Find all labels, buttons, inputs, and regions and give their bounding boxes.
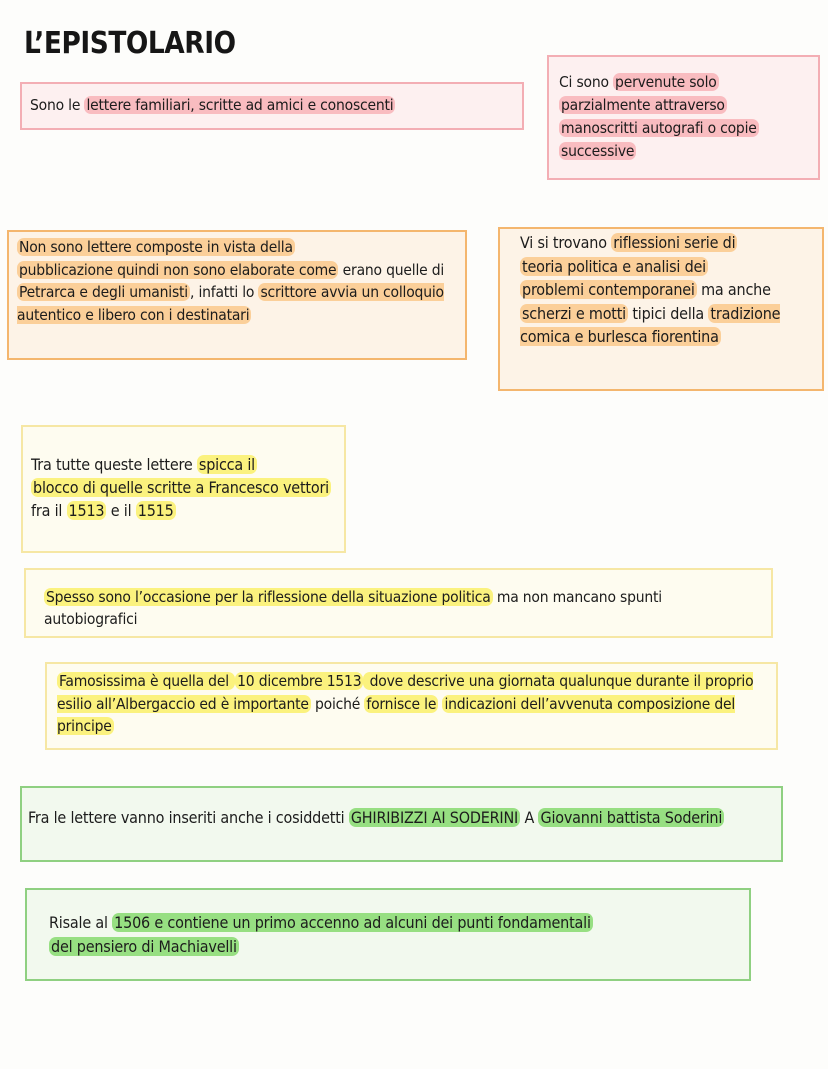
highlight: Famosissima è quella del	[59, 672, 234, 690]
highlight: parzialmente attraverso	[561, 96, 725, 114]
highlight: GHIRIBIZZI AI SODERINI	[350, 808, 519, 827]
highlight: pubblicazione quindi non sono elaborate come	[19, 260, 337, 279]
note-box-10-dicembre	[45, 662, 778, 750]
note-text: Risale al 1506 e contiene un primo accenno ad alcuni dei punti fondamentali del pensiero di Machiavelli	[49, 913, 591, 956]
highlight: indicazioni dell’avvenuta composizione del principe	[57, 694, 736, 735]
highlight: dove descrive una giornata qualunque durante il proprio esilio all’Albergaccio ed è importante	[57, 672, 754, 713]
highlight: riflessioni serie di	[613, 233, 736, 252]
note-box-ghiribizzi	[20, 786, 783, 862]
highlight: teoria politica e analisi dei	[522, 256, 706, 276]
highlight: del pensiero di Machiavelli	[51, 937, 237, 956]
note-box-occasione	[24, 568, 773, 638]
highlight: lettere familiari, scritte ad amici e conoscenti	[86, 96, 394, 114]
note-box-manoscritti	[547, 55, 820, 180]
page-title: L’EPISTOLARIO	[24, 26, 236, 61]
note-text: Ci sono pervenute solo parzialmente attraverso manoscritti autografi o copie successive	[559, 73, 757, 160]
note-text: Sono le lettere familiari, scritte ad amici e conoscenti	[30, 96, 394, 114]
highlight: Petrarca e degli umanisti	[19, 283, 188, 301]
highlight: scrittore avvia un colloquio autentico e libero con i destinatari	[17, 283, 444, 324]
highlight: pervenute solo	[615, 73, 717, 91]
highlight: tradizione comica e burlesca fiorentina	[520, 303, 781, 346]
highlight: 1515	[137, 501, 174, 520]
highlight: 1513	[68, 501, 105, 520]
highlight: problemi contemporanei	[522, 280, 695, 299]
highlight: manoscritti autografi o copie	[561, 119, 757, 137]
note-box-1506	[25, 888, 751, 981]
highlight: Spesso sono l’occasione per la riflessione della situazione politica	[46, 588, 491, 606]
highlight: 1506 e contiene un primo accenno ad alcuni dei punti fondamentali	[114, 913, 591, 932]
highlight: Non sono lettere composte in vista della	[19, 238, 293, 256]
note-text: Non sono lettere composte in vista della pubblicazione quindi non sono elaborate come erano quelle di Petrarca e degli umanisti , infatti lo scrittore avvia un colloquio autentico e libero con i destinatari	[17, 238, 445, 324]
highlight: 10 dicembre 1513	[237, 672, 362, 690]
note-box-lettere-familiari	[20, 82, 524, 130]
note-text: Tra tutte queste lettere spicca il blocco di quelle scritte a Francesco vettori fra il 1513 e il 1515	[31, 455, 329, 520]
note-text: Vi si trovano riflessioni serie di teoria politica e analisi dei problemi contemporanei ma anche scherzi e motti tipici della tradizione comica e burlesca fiorentina	[520, 233, 781, 346]
note-box-vettori	[21, 425, 346, 553]
highlight: spicca il	[198, 455, 255, 474]
note-text: Fra le lettere vanno inseriti anche i cosiddetti GHIRIBIZZI AI SODERINI A Giovanni battista Soderini	[28, 808, 723, 827]
highlight: fornisce le	[366, 694, 437, 713]
note-box-riflessioni	[498, 227, 824, 391]
highlight: blocco di quelle scritte a Francesco vettori	[33, 478, 329, 497]
note-box-non-pubblicazione	[7, 230, 467, 360]
note-text: Spesso sono l’occasione per la riflessione della situazione politica ma non mancano spunti autobiografici	[44, 588, 662, 628]
highlight: successive	[561, 142, 635, 160]
note-text: Famosissima è quella del 10 dicembre 1513 dove descrive una giornata qualunque durante il proprio esilio all’Albergaccio ed è importante poiché fornisce le indicazioni dell’avvenuta composizione del principe	[57, 672, 754, 735]
highlight: scherzi e motti	[522, 303, 626, 323]
highlight: Giovanni battista Soderini	[540, 808, 723, 827]
